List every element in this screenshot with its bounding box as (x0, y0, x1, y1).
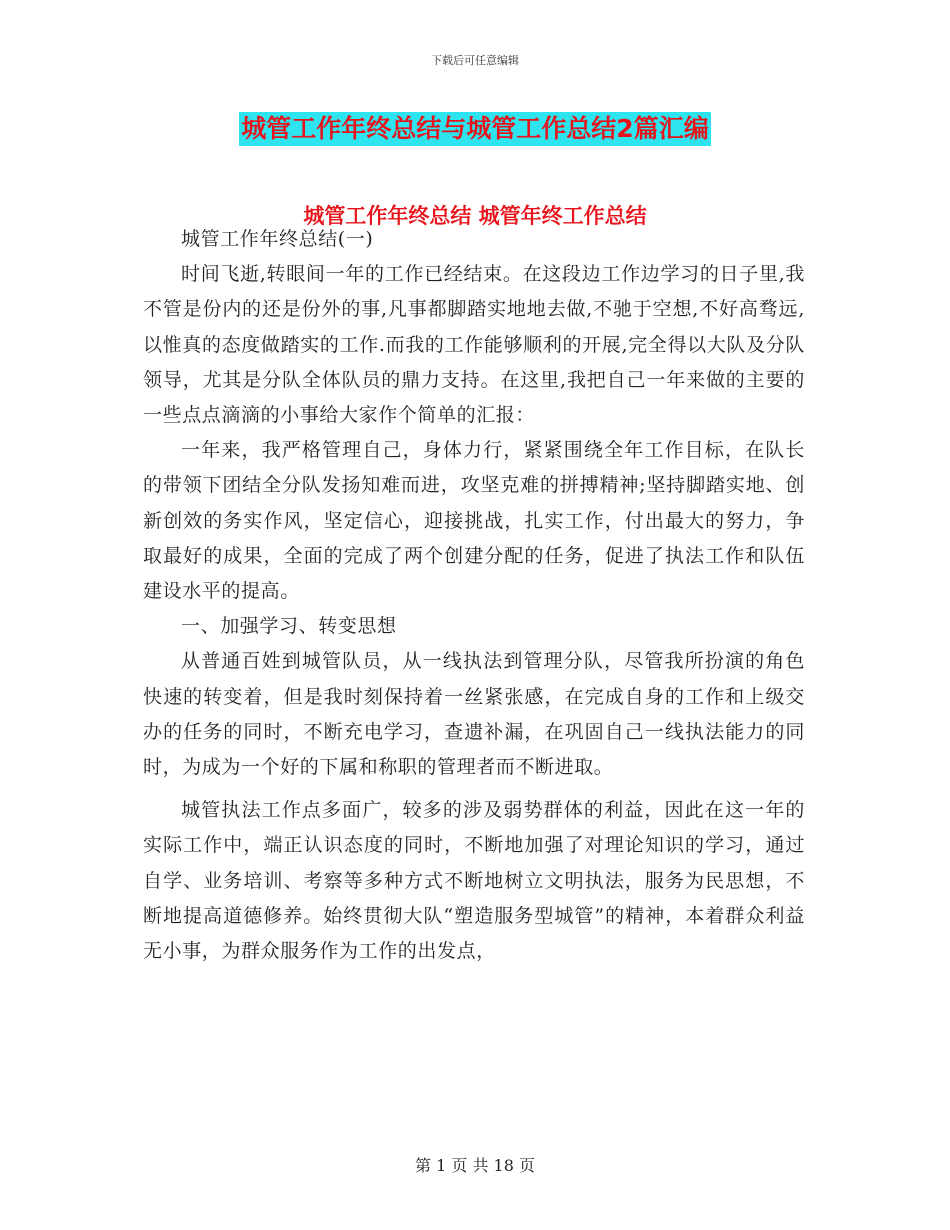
main-title: 城管工作年终总结与城管工作总结2篇汇编 (239, 112, 710, 146)
paragraph: 一年来，我严格管理自己，身体力行，紧紧围绕全年工作目标，在队长的带领下团结全分队发扬知难而进，攻坚克难的拼搏精神;坚持脚踏实地、创新创效的务实作风，坚定信心，迎接挑战，扎实工作，付出最大的努力，争取最好的成果，全面的完成了两个创建分配的任务，促进了执法工作和队伍建设水平的提高。 (143, 439, 805, 603)
paragraph: 时间飞逝,转眼间一年的工作已经结束。在这段边工作边学习的日子里,我不管是份内的还是份外的事,凡事都脚踏实地地去做,不驰于空想,不好高骛远,以惟真的态度做踏实的工作.而我的工作能够顺利的开展,完全得以大队及分队领导，尤其是分队全体队员的鼎力支持。在这里,我把自己一年来做的主要的一些点点滴滴的小事给大家作个简单的汇报： (143, 263, 805, 427)
section-heading: 一、加强学习、转变思想 (181, 615, 397, 638)
page-footer: 第 1 页 共 18 页 (415, 1156, 535, 1175)
paragraph-gap (143, 785, 805, 793)
sub-title: 城管工作年终总结 城管年终工作总结 (303, 204, 647, 228)
section-heading: 城管工作年终总结(一) (181, 228, 374, 250)
header-note: 下载后可任意编辑 (431, 54, 519, 67)
paragraph: 城管执法工作点多面广，较多的涉及弱势群体的利益，因此在这一年的实际工作中，端正认识态度的同时，不断地加强了对理论知识的学习，通过自学、业务培训、考察等多种方式不断地树立文明执法，服务为民思想，不断地提高道德修养。始终贯彻大队“塑造服务型城管”的精神，本着群众利益无小事，为群众服务作为工作的出发点， (143, 799, 805, 963)
document-body (143, 222, 805, 969)
paragraph: 从普通百姓到城管队员，从一线执法到管理分队，尽管我所扮演的角色快速的转变着，但是我时刻保持着一丝紧张感，在完成自身的工作和上级交办的任务的同时，不断充电学习，查遗补漏，在巩固自己一线执法能力的同时，为成为一个好的下属和称职的管理者而不断进取。 (143, 650, 805, 779)
main-title-wrap (0, 112, 950, 146)
